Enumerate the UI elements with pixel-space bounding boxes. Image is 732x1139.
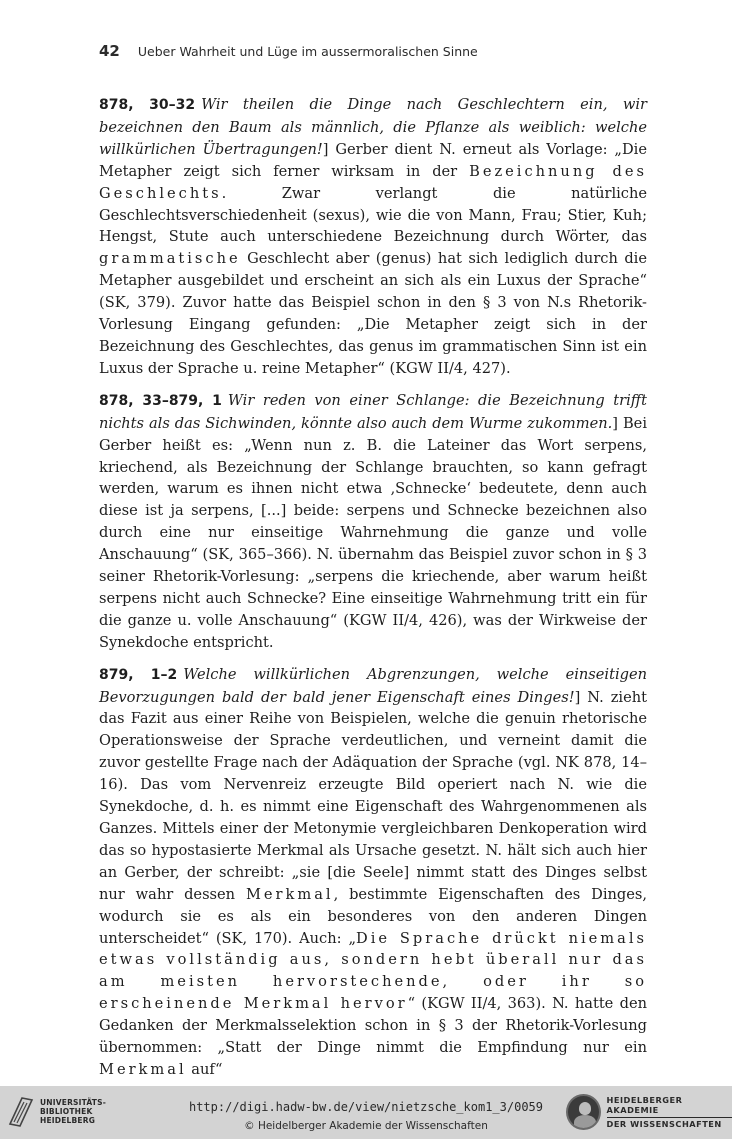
lemma: Wir reden von einer Schlange: die Bezeichnung trifft nichts als das Sichwinden, könnte also auch dem Wurme zukommen. [99,391,647,432]
academy-logo[interactable] [566,1094,732,1130]
commentary-text: . Zwar verlangt die natürliche Geschlechtsverschiedenheit (sexus), wie die von Mann, Frau; Stier, Kuh; Hengst, Stute auch unterschiedene Bezeichnung durch Wörter, das [99,184,647,246]
spaced-emphasis: Die Sprache drückt niemals etwas vollständig aus, sondern hebt überall nur das am meisten hervorstechende, oder ihr so erscheinende Merkmal hervor [99,929,647,1013]
academy-name: HEIDELBERGER AKADEMIE DER WISSENSCHAFTEN [607,1095,732,1130]
line-reference: 878, 33–879, 1 [99,392,222,409]
commentary-text: ] Gerber dient N. erneut als Vorlage: „Die Metapher zeigt sich ferner wirksam in der [99,140,647,180]
permalink-url[interactable]: http://digi.hadw-bw.de/view/nietzsche_kom1_3/0059 [188,1100,543,1114]
commentary-text: Geschlecht aber (genus) hat sich lediglich durch die Metapher ausgebildet und erscheint an sich als ein Luxus der Sprache“ (SK, 379). Zuvor hatte das Beispiel schon in den § 3 von N.s Rhetorik-Vorlesung Eingang gefunden: „Die Metapher zeigt sich in der Bezeichnung des Geschlechtes, das genus im grammatischen Sinn ist ein Luxus der Sprache u. reine Metapher“ (KGW II/4, 427). [99,250,647,377]
copyright-notice: © Heidelberger Akademie der Wissenschaften [244,1120,488,1132]
lemma: Wir theilen die Dinge nach Geschlechtern ein, wir bezeichnen den Baum als männlich, die Pflanze als weiblich: welche willkürlichen Übertragungen! [99,96,647,158]
viewer-footer [0,1086,732,1139]
running-header [99,42,659,60]
commentary-entry [99,94,647,380]
spaced-emphasis: grammatische [99,250,241,268]
running-title: Ueber Wahrheit und Lüge im aussermoralischen Sinne [137,44,478,59]
commentary-text: ] N. zieht das Fazit aus einer Reihe von Beispielen, welche die genuin rhetorische Operationsweise der Sprache verdeutlichen, und verneint damit die zuvor gestellte Frage nach der Adäquation der Sprache (vgl. NK 878, 14–16). Das vom Nervenreiz erzeugte Bild operiert nach N. wie die Synekdoche, d. h. es nimmt eine Eigenschaft des Wahrgenommenen als Ganzes. Mittels einer der Metonymie vergleichbaren Denkoperation wird das so hypostasierte Merkmal als Ursache gesetzt. N. hält sich auch hier an Gerber, der schreibt: „sie [die Seele] nimmt statt des Dinges selbst nur wahr dessen [99,688,647,903]
academy-seal-icon [566,1094,601,1130]
line-reference: 878, 30–32 [99,97,196,113]
lemma: Welche willkürlichen Abgrenzungen, welche einseitigen Bevorzugungen bald der bald jener Eigenschaft eines Dinges! [99,665,647,706]
commentary-text: “ (KGW II/4, 363). N. hatte den Gedanken der Merkmalsselektion schon in § 3 der Rhetorik-Vorlesung übernommen: „Statt der Dinge nimmt die Empfindung nur ein [99,995,647,1057]
commentary-text: ] Bei Gerber heißt es: „Wenn nun z. B. die Lateiner das Wort serpens, kriechend, als Bezeichnung der Schlange brauchten, so kann gefragt werden, warum es ihnen nicht etwa ‚Schnecke‘ bedeutete, denn auch diese ist ja serpens, [...] beide: serpens und Schnecke bezeichnen also durch eine nur einseitige Wahrnehmung die ganze und volle Anschauung“ (SK, 365–366). N. übernahm das Beispiel zuvor schon in § 3 seiner Rhetorik-Vorlesung: „serpens die kriechende, aber warum heißt serpens nicht auch Schnecke? Eine einseitige Wahrnehmung tritt ein für die ganze u. volle Anschauung“ (KGW II/4, 426), was der Wirkweise der Synekdoche entspricht. [99,414,647,651]
spaced-emphasis: Merkmal [245,885,334,903]
spaced-emphasis: Bezeichnung des Geschlechts [99,162,647,202]
commentary-text: , bestimmte Eigenschaften des Dinges, wodurch sie es als ein besonderes von den anderen Dingen unterscheidet“ (SK, 170). Auch: „ [99,885,647,947]
commentary-entry [99,390,647,654]
spaced-emphasis: Merkmal [99,1060,187,1078]
page-number: 42 [99,42,120,60]
commentary-text: auf“ [186,1060,223,1078]
commentary-body [99,94,647,1091]
line-reference: 879, 1–2 [99,666,178,683]
library-name: UNIVERSITÄTS- BIBLIOTHEK HEIDELBERG [40,1097,107,1125]
commentary-entry [99,664,647,1081]
